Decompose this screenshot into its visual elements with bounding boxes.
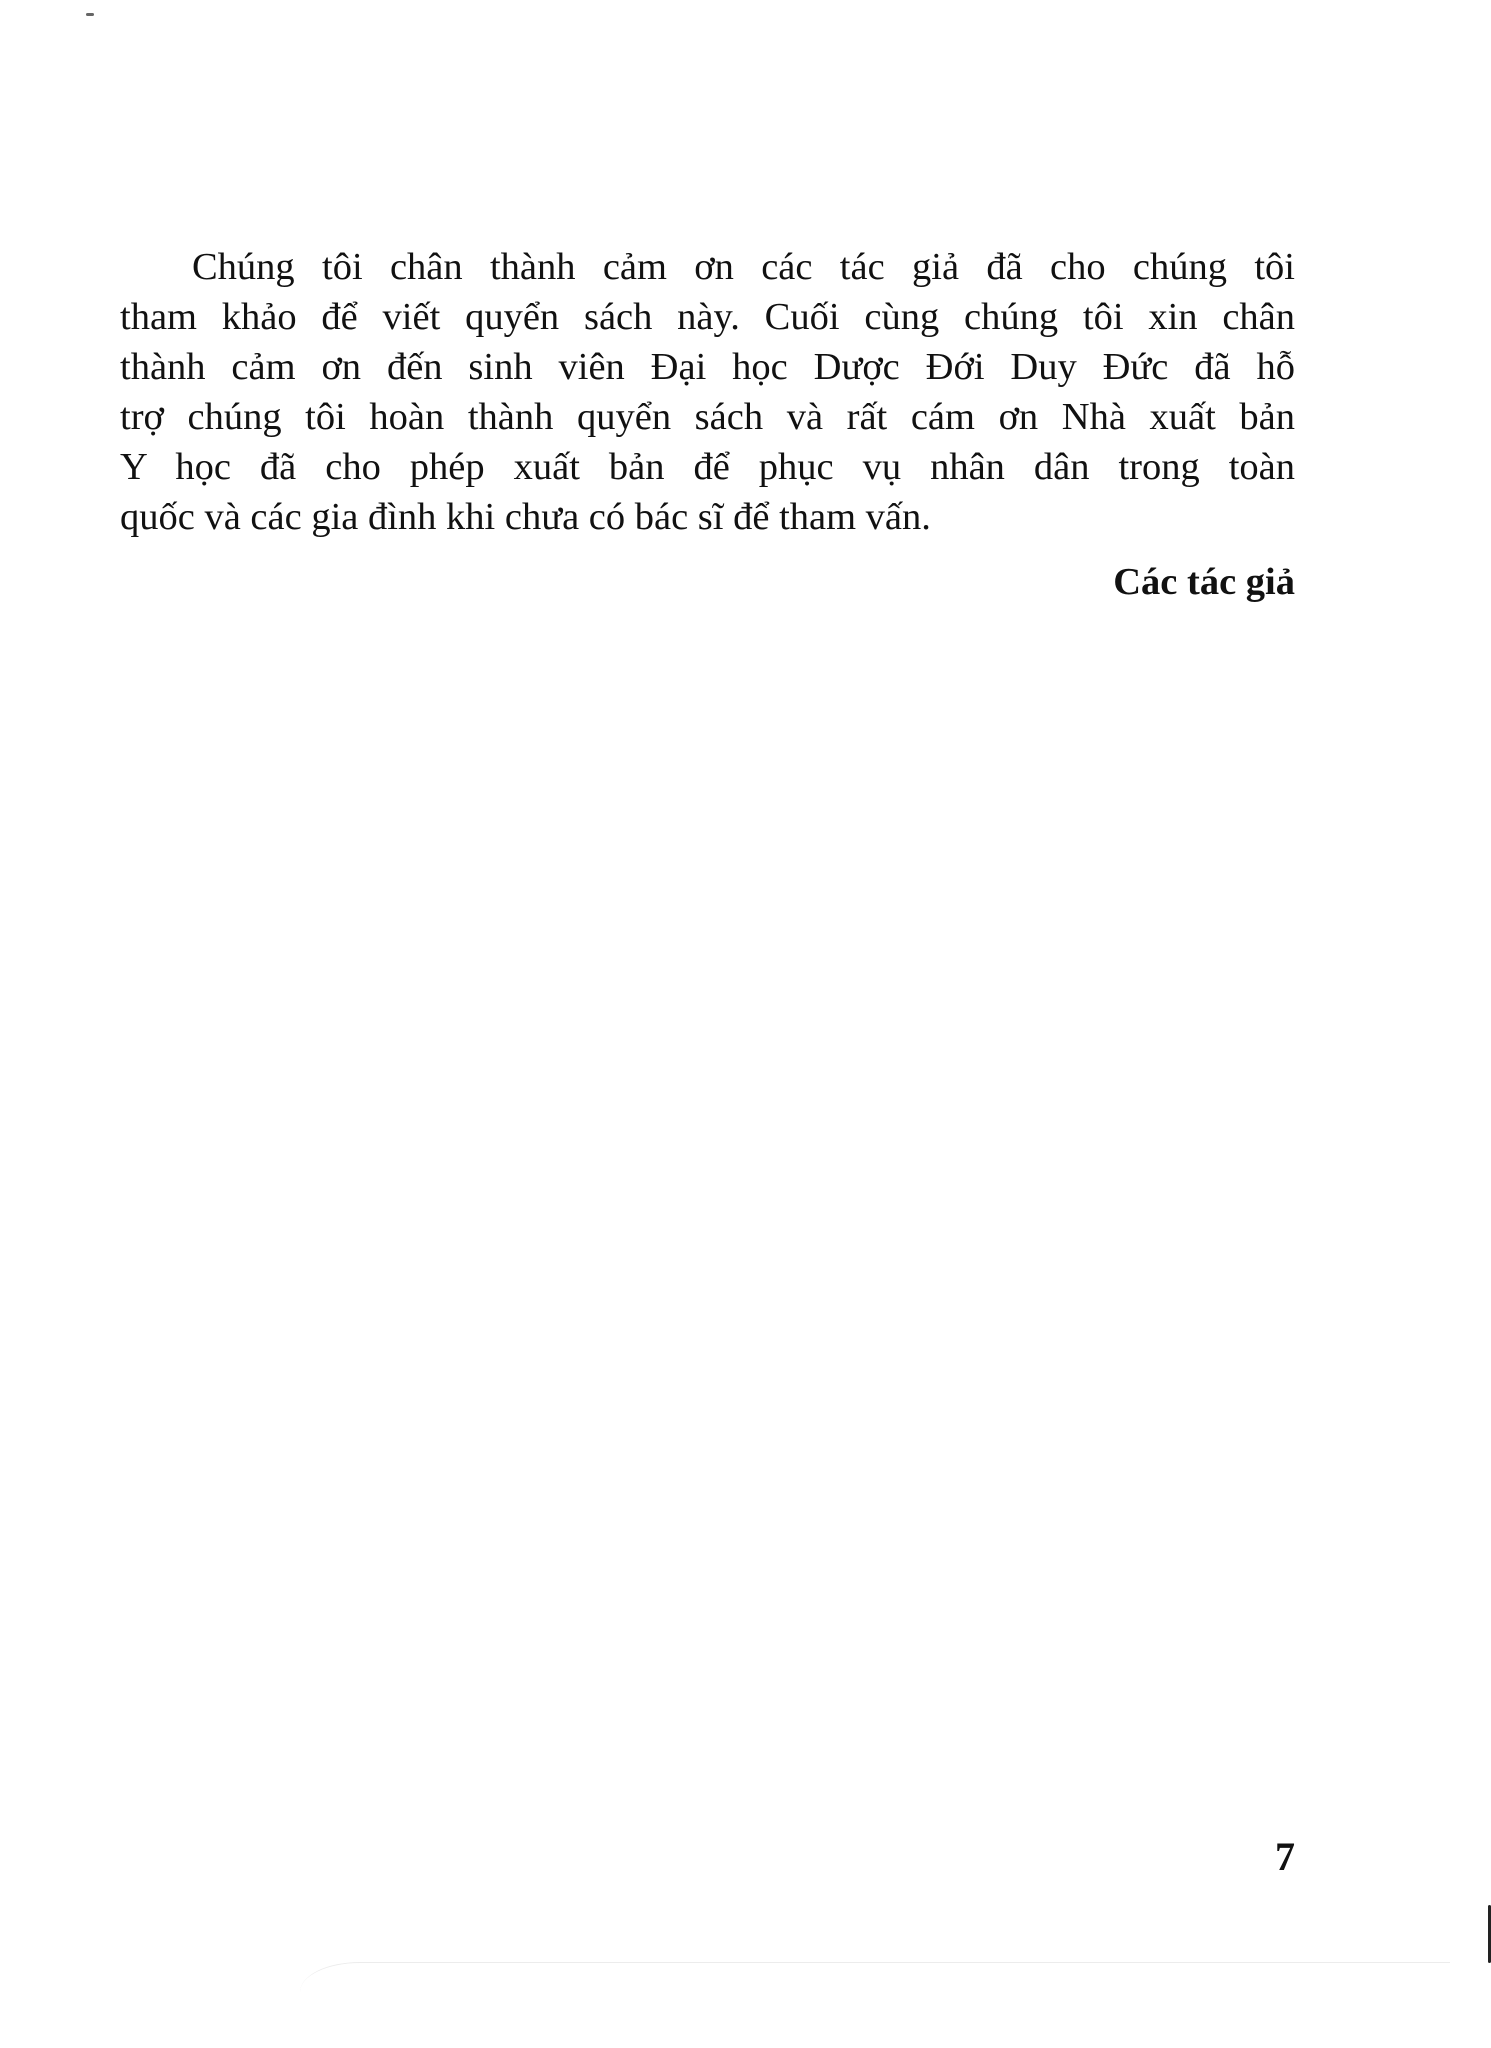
paragraph-line: Y học đã cho phép xuất bản để phục vụ nhân dân trong toàn [120, 446, 1295, 488]
paragraph-line: trợ chúng tôi hoàn thành quyển sách và rất cám ơn Nhà xuất bản [120, 396, 1295, 438]
scan-speck [86, 13, 94, 16]
paragraph-line: quốc và các gia đình khi chưa có bác sĩ để tham vấn. [120, 496, 931, 538]
authors-signature: Các tác giả [1113, 561, 1295, 603]
page-number: 7 [1275, 1834, 1295, 1879]
paragraph-line: Chúng tôi chân thành cảm ơn các tác giả đã cho chúng tôi [192, 246, 1295, 288]
paragraph-line: tham khảo để viết quyển sách này. Cuối cùng chúng tôi xin chân [120, 296, 1295, 338]
acknowledgement-paragraph [120, 242, 1295, 542]
scan-edge-shadow [300, 1962, 1450, 2003]
paragraph-line: thành cảm ơn đến sinh viên Đại học Dược Đới Duy Đức đã hỗ [120, 346, 1295, 388]
